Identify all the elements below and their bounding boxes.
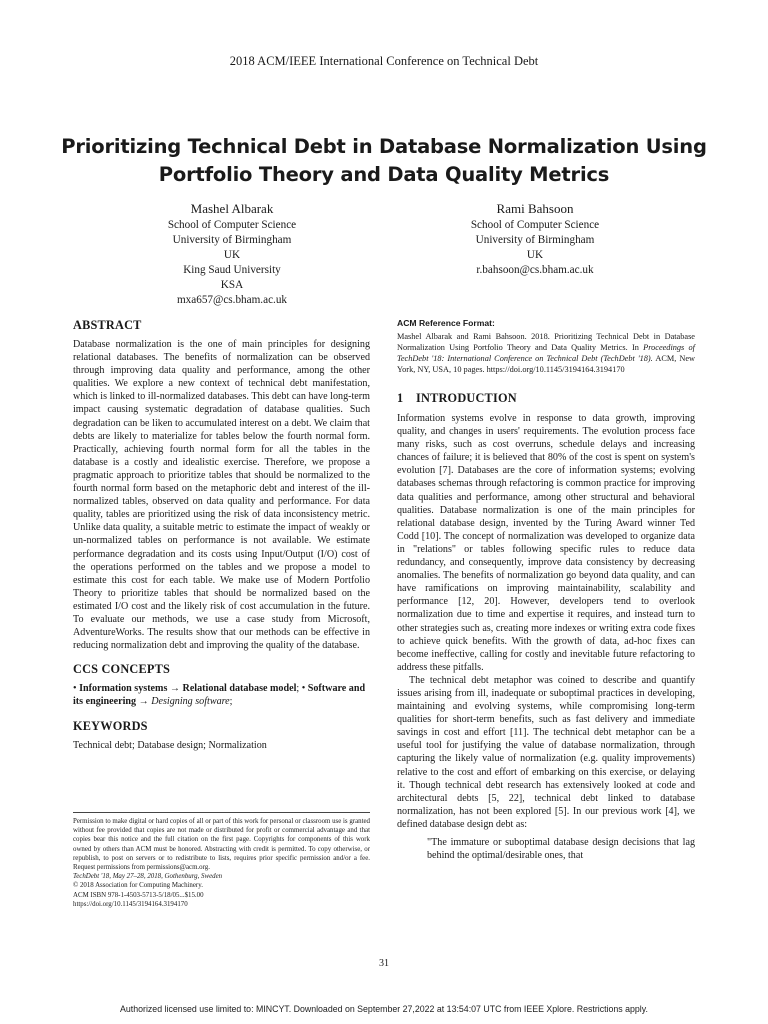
title-line-2: Portfolio Theory and Data Quality Metrics xyxy=(158,163,610,186)
ccs-term: Information systems xyxy=(79,683,168,695)
author-affiliation: University of Birmingham xyxy=(475,234,595,246)
ccs-arrow: → xyxy=(167,683,183,695)
permission-venue: TechDebt '18, May 27–28, 2018, Gothenburg, Sweden xyxy=(73,873,223,881)
permission-text: Permission to make digital or hard copies of all or part of this work for personal or classroom use is granted without fee provided that copies are not made or distributed for profit or commercial advantage and that copies bear this notice and the full citation on the first page. Copyrights for components of this work owned by others than ACM must be honored. Abstracting with credit is permitted. To copy otherwise, or republish, to post on servers or to redistribute to lists, requires prior specific permission and/or a fee. Request permissions from permissions@acm.org. xyxy=(73,818,370,872)
author-name: Rami Bahsoon xyxy=(496,201,574,216)
author-affiliation: KSA xyxy=(220,279,244,291)
reference-proceedings: Proceedings of TechDebt '18: International Conference on Technical Debt (TechDebt '18). xyxy=(397,343,695,363)
ccs-end: ; xyxy=(229,696,233,708)
author-affiliation: UK xyxy=(526,249,544,261)
author-affiliation: School of Computer Science xyxy=(470,219,600,231)
title-line-1: Prioritizing Technical Debt in Database Normalization Using xyxy=(61,135,707,158)
keywords-text: Technical debt; Database design; Normalization xyxy=(73,740,267,752)
left-column xyxy=(73,315,370,753)
ccs-term: Software and its engineering xyxy=(73,683,366,708)
author-block-1 xyxy=(132,200,332,308)
author-affiliation: University of Birmingham xyxy=(172,234,292,246)
reference-text: ACM, New York, NY, USA, 10 pages. https://doi.org/10.1145/3194164.3194170 xyxy=(397,354,695,374)
permission-isbn: ACM ISBN 978-1-4503-5713-5/18/05...$15.00 xyxy=(73,891,204,899)
reference-format-heading: ACM Reference Format: xyxy=(397,318,495,328)
introduction-quote: "The immature or suboptimal database design decisions that lag behind the optimal/desirable ones, that xyxy=(427,837,695,862)
page-number: 31 xyxy=(379,958,389,969)
ccs-heading: CCS CONCEPTS xyxy=(73,662,171,677)
ccs-bullet: • xyxy=(73,683,80,695)
author-affiliation: UK xyxy=(223,249,241,261)
author-email: mxa657@cs.bham.ac.uk xyxy=(176,294,288,306)
author-email: r.bahsoon@cs.bham.ac.uk xyxy=(476,264,594,276)
introduction-paragraph-1: Information systems evolve in response to data growth, improving quality, and changes in users' requirements. The evolution process face many risks, such as cost overruns, schedule delays and increasing chances of failure; it is believed that 80% of the cost is spent on system's evolution [7]. Databases are the core of information systems; evolving databases schemas through refactoring is common practice for improving data qualities and performance, among other structural and behavioral qualities. Database normalization is one of the main principles for relational database design, invented by the Turing Award winner Ted Codd [10]. The concept of normalization was developed to organize data in "relations" or tables following specific rules to reduce data redundancy, and consequently, improve data consistency by decreasing anomalies. The benefits of normalization go beyond data quality, and can have ramifications on improving maintainability, scalability and performance [12, 20]. However, developers tend to overlook normalization due to time and expertise it requires, and instead turn to other strategies such as, creating more indexes or writing extra code fixes to achieve quick benefits. With the growth of data, ad-hoc fixes can become ineffective, calling for costly and inevitable future refactoring to address these pitfalls. xyxy=(397,413,695,673)
abstract-text: Database normalization is the one of main principles for designing relational databases. The benefits of normalization can be observed through improving data quality and performance, among the other qualities. We explore a new context of technical debt manifestation, which is linked to ill-normalized databases. This debt can have long-term impact causing systematic degradation of database qualities. Such degradation can be liken to accumulated interest on a debt. We claim that debts are likely to materialize for tables below the fourth normal form. Practically, achieving fourth normal form for all the tables in the database is a costly and idealistic exercise. Therefore, we propose a pragmatic approach to prioritize tables that should be normalized to the fourth normal form based on the metaphoric debt and interest of the ill-normalized tables, observed on data quality and performance. For data quality, tables are prioritized using the risk of data inconsistency metric. Unlike data quality, a suitable metric to estimate the impact of weakly or un-normalized tables on performance is not available. We estimate performance degradation and its costs using Input/Output (I/O) cost of the operations performed on the tables and we propose a model to estimate this cost for each table. We make use of Modern Portfolio Theory to prioritize tables that should be normalized based on the estimated I/O cost and the likely risk of cost accumulation in the future. To evaluate our methods, we use a case study from Microsoft, AdventureWorks. The results show that our methods can be effective in reducing normalization debt and improving the quality of the database. xyxy=(73,339,370,652)
author-name: Mashel Albarak xyxy=(190,201,274,216)
permission-copyright: © 2018 Association for Computing Machinery. xyxy=(73,882,203,890)
ccs-term: Relational database model xyxy=(182,683,297,695)
reference-format-text xyxy=(397,331,695,375)
keywords-heading: KEYWORDS xyxy=(73,719,148,734)
permission-doi: https://doi.org/10.1145/3194164.3194170 xyxy=(73,900,188,908)
permission-notice xyxy=(73,812,370,909)
author-affiliation: King Saud University xyxy=(183,264,281,276)
section-number: 1 xyxy=(397,391,404,405)
introduction-heading xyxy=(397,391,695,406)
author-affiliation: School of Computer Science xyxy=(167,219,297,231)
ccs-separator: ; • xyxy=(296,683,308,695)
conference-header: 2018 ACM/IEEE International Conference on Technical Debt xyxy=(229,54,539,68)
download-footer: Authorized licensed use limited to: MINCYT. Downloaded on September 27,2022 at 13:54:07 UTC from IEEE Xplore. Restrictions apply. xyxy=(120,1004,648,1014)
reference-text: Mashel Albarak and Rami Bahsoon. 2018. Prioritizing Technical Debt in Database Normalization Using Portfolio Theory and Data Quality Metrics. In xyxy=(397,332,695,352)
right-column xyxy=(397,318,695,862)
abstract-heading: ABSTRACT xyxy=(73,318,142,332)
paper-title xyxy=(40,133,728,189)
ccs-term: Designing software xyxy=(151,696,230,708)
introduction-paragraph-2: The technical debt metaphor was coined to describe and quantify issues arising from ill, inadequate or suboptimal practices in developing, maintaining and evolving systems, while compromising long-term qualities for short-term benefits, such as fast delivery and immediate savings in cost and effort [11]. The technical debt metaphor can be a useful tool for justifying the value of database normalization, through capturing the likely value of normalization (e.g. quality improvements) relative to the cost and effort of embarking on this exercise, or delaying it. Though technical debt research has extensively looked at code and architectural debts [5, 22], technical debt linked to database normalization, has not been explored [5]. In our previous work [4], we defined database design debt as: xyxy=(397,674,695,830)
ccs-arrow: → xyxy=(136,696,152,708)
section-title: INTRODUCTION xyxy=(416,391,517,405)
author-block-2 xyxy=(435,200,635,278)
ccs-text xyxy=(73,682,370,708)
